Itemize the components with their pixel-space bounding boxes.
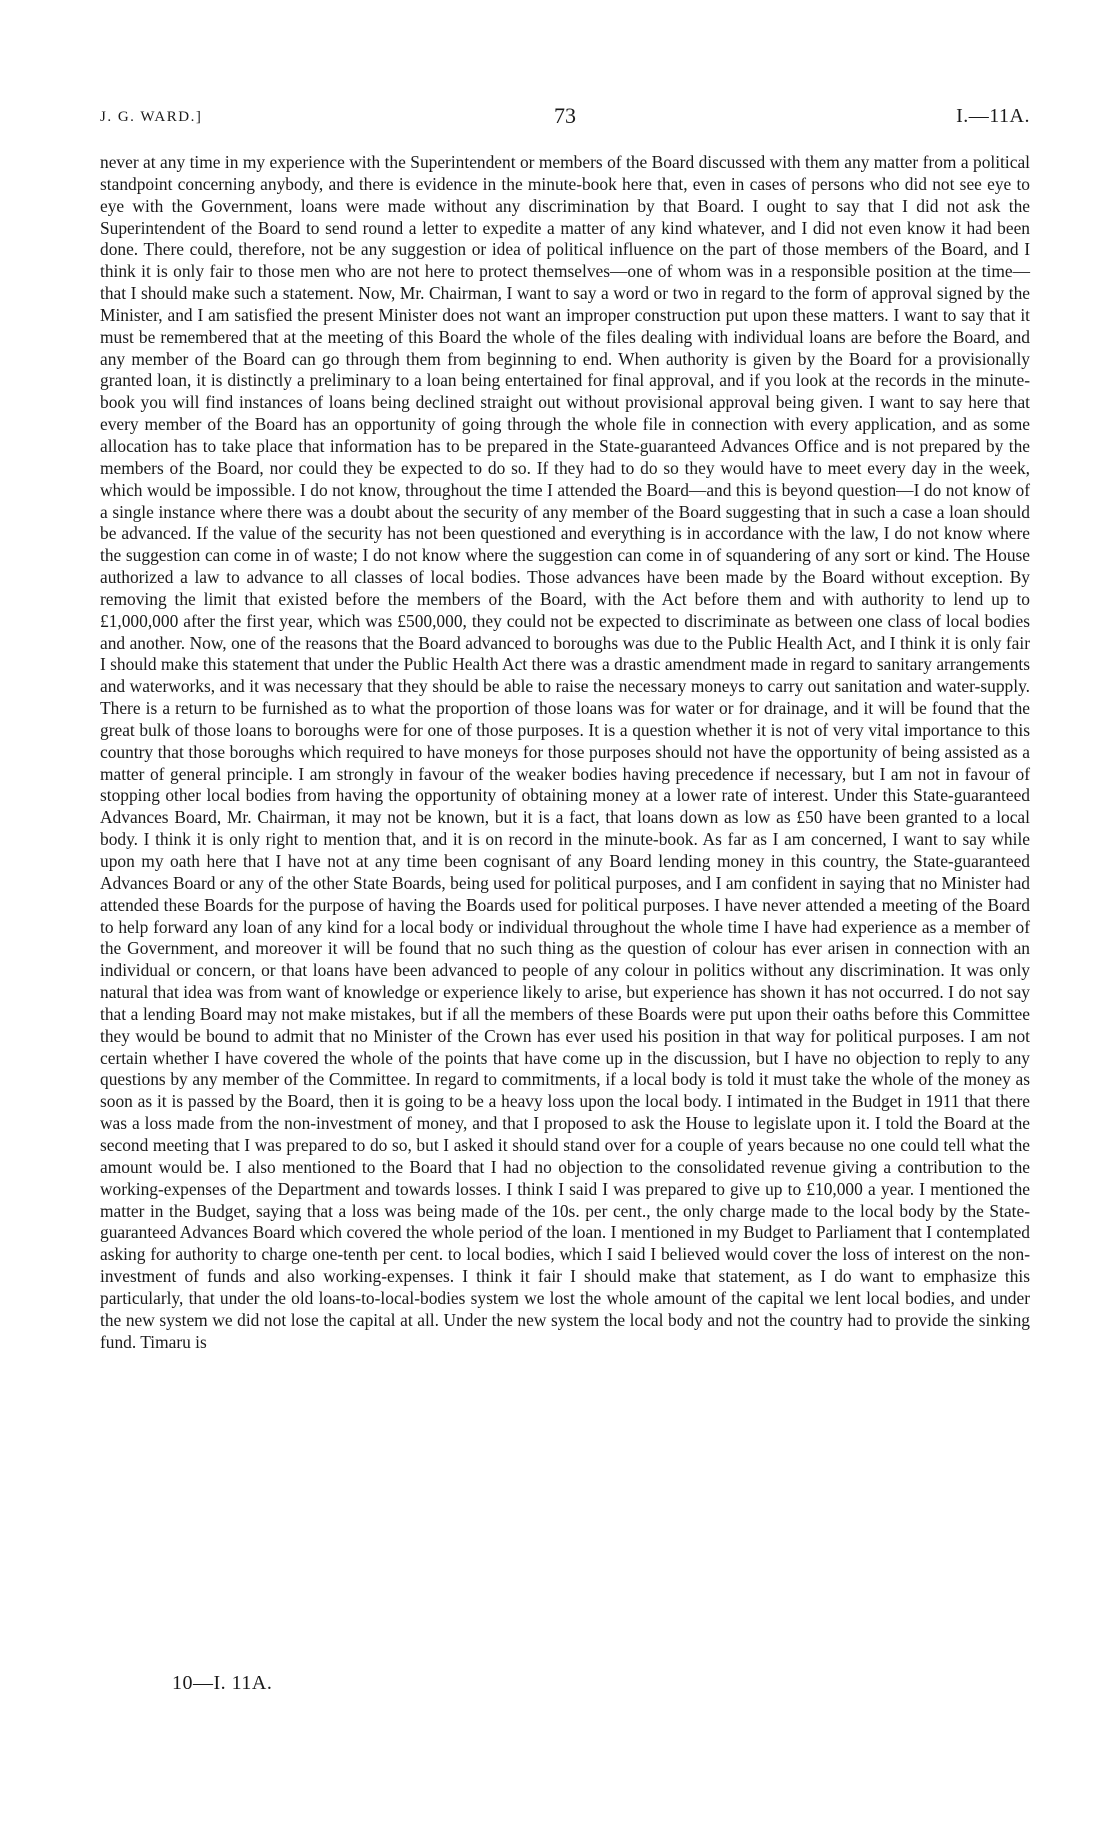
printer-signature-mark: 10—I. 11A. [172, 1672, 273, 1694]
testimony-paragraph: never at any time in my experience with the Superintendent or members of the Board discussed with them any matter from a political standpoint concerning anybody, and there is evidence in the minute-book here that, even in cases of persons who did not see eye to eye with the Government, loans were made without any discrimination by that Board. I ought to say that I did not ask the Superintendent of the Board to send round a letter to expedite a matter of any kind whatever, and I did not even know it had been done. There could, therefore, not be any suggestion or idea of political influence on the part of those members of the Board, and I think it is only fair to those men who are not here to protect themselves—one of whom was in a responsible position at the time—that I should make such a statement. Now, Mr. Chairman, I want to say a word or two in regard to the form of approval signed by the Minister, and I am satisfied the present Minister does not want an improper construction put upon these matters. I want to say that it must be remembered that at the meeting of this Board the whole of the files dealing with individual loans are before the Board, and any member of the Board can go through them from beginning to end. When authority is given by the Board for a provisionally granted loan, it is distinctly a preliminary to a loan being entertained for final approval, and if you look at the records in the minute-book you will find instances of loans being declined straight out without provisional approval being given. I want to say here that every member of the Board has an opportunity of going through the whole file in connection with every application, and as some allocation has to take place that information has to be prepared in the State-guaranteed Advances Office and is not prepared by the members of the Board, nor could they be expected to do so. If they had to do so they would have to meet every day in the week, which would be impossible. I do not know, throughout the time I attended the Board—and this is beyond question—I do not know of a single instance where there was a doubt about the security of any member of the Board suggesting that in such a case a loan should be advanced. If the value of the security has not been questioned and everything is in accordance with the law, I do not know where the suggestion can come in of waste; I do not know where the suggestion can come in of squandering of any sort or kind. The House authorized a law to advance to all classes of local bodies. Those advances have been made by the Board without exception. By removing the limit that existed before the members of the Board, with the Act before them and with authority to lend up to £1,000,000 after the first year, which was £500,000, they could not be expected to discriminate as between one class of local bodies and another. Now, one of the reasons that the Board advanced to boroughs was due to the Public Health Act, and I think it is only fair I should make this statement that under the Public Health Act there was a drastic amendment made in regard to sanitary arrangements and waterworks, and it was necessary that they should be able to raise the necessary moneys to carry out sanitation and water-supply. There is a return to be furnished as to what the proportion of those loans was for water or for drainage, and it will be found that the great bulk of those loans to boroughs were for one of those purposes. It is a question whether it is not of very vital importance to this country that those boroughs which required to have moneys for those purposes should not have the opportunity of being assisted as a matter of general principle. I am strongly in favour of the weaker bodies having precedence if necessary, but I am not in favour of stopping other local bodies from having the opportunity of obtaining money at a lower rate of interest. Under this State-guaranteed Advances Board, Mr. Chairman, it may not be known, but it is a fact, that loans down as low as £50 have been granted to a local body. I think it is only right to mention that, and it is on record in the minute-book. As far as I am concerned, I want to say while upon my oath here that I have not at any time been cognisant of any Board lending money in this country, the State-guaranteed Advances Board or any of the other State Boards, being used for political purposes, and I am confident in saying that no Minister had attended these Boards for the purpose of having the Boards used for political purposes. I have never attended a meeting of the Board to help forward any loan of any kind for a local body or individual throughout the whole time I have had experience as a member of the Government, and moreover it will be found that no such thing as the question of colour has ever arisen in connection with an individual or concern, or that loans have been advanced to people of any colour in politics without any discrimination. It was only natural that idea was from want of knowledge or experience likely to arise, but experience has shown it has not occurred. I do not say that a lending Board may not make mistakes, but if all the members of these Boards were put upon their oaths before this Committee they would be bound to admit that no Minister of the Crown has ever used his position in that way for political purposes. I am not certain whether I have covered the whole of the points that have come up in the discussion, but I have no objection to reply to any questions by any member of the Committee. In regard to commitments, if a local body is told it must take the whole of the money as soon as it is passed by the Board, then it is going to be a heavy loss upon the local body. I intimated in the Budget in 1911 that there was a loss made from the non-investment of money, and that I proposed to ask the House to legislate upon it. I told the Board at the second meeting that I was prepared to do so, but I asked it should stand over for a couple of years because no one could tell what the amount would be. I also mentioned to the Board that I had no objection to the consolidated revenue giving a contribution to the working-expenses of the Department and towards losses. I think I said I was prepared to give up to £10,000 a year. I mentioned the matter in the Budget, saying that a loss was being made of the 10s. per cent., the only charge made to the local body by the State-guaranteed Advances Board which covered the whole period of the loan. I mentioned in my Budget to Parliament that I contemplated asking for authority to charge one-tenth per cent. to local bodies, which I said I believed would cover the loss of interest on the non-investment of funds and also working-expenses. I think it fair I should make that statement, as I do want to emphasize this particularly, that under the old loans-to-local-bodies system we lost the whole amount of the capital we lent local bodies, and under the new system we did not lose the capital at all. Under the new system the local body and not the country had to provide the sinking fund. Timaru is [100, 152, 1030, 1352]
page-header [100, 103, 1030, 133]
header-paper-reference: I.—11A. [956, 105, 1030, 127]
page-number: 73 [554, 103, 576, 128]
header-witness-name: J. G. WARD.] [100, 109, 203, 125]
